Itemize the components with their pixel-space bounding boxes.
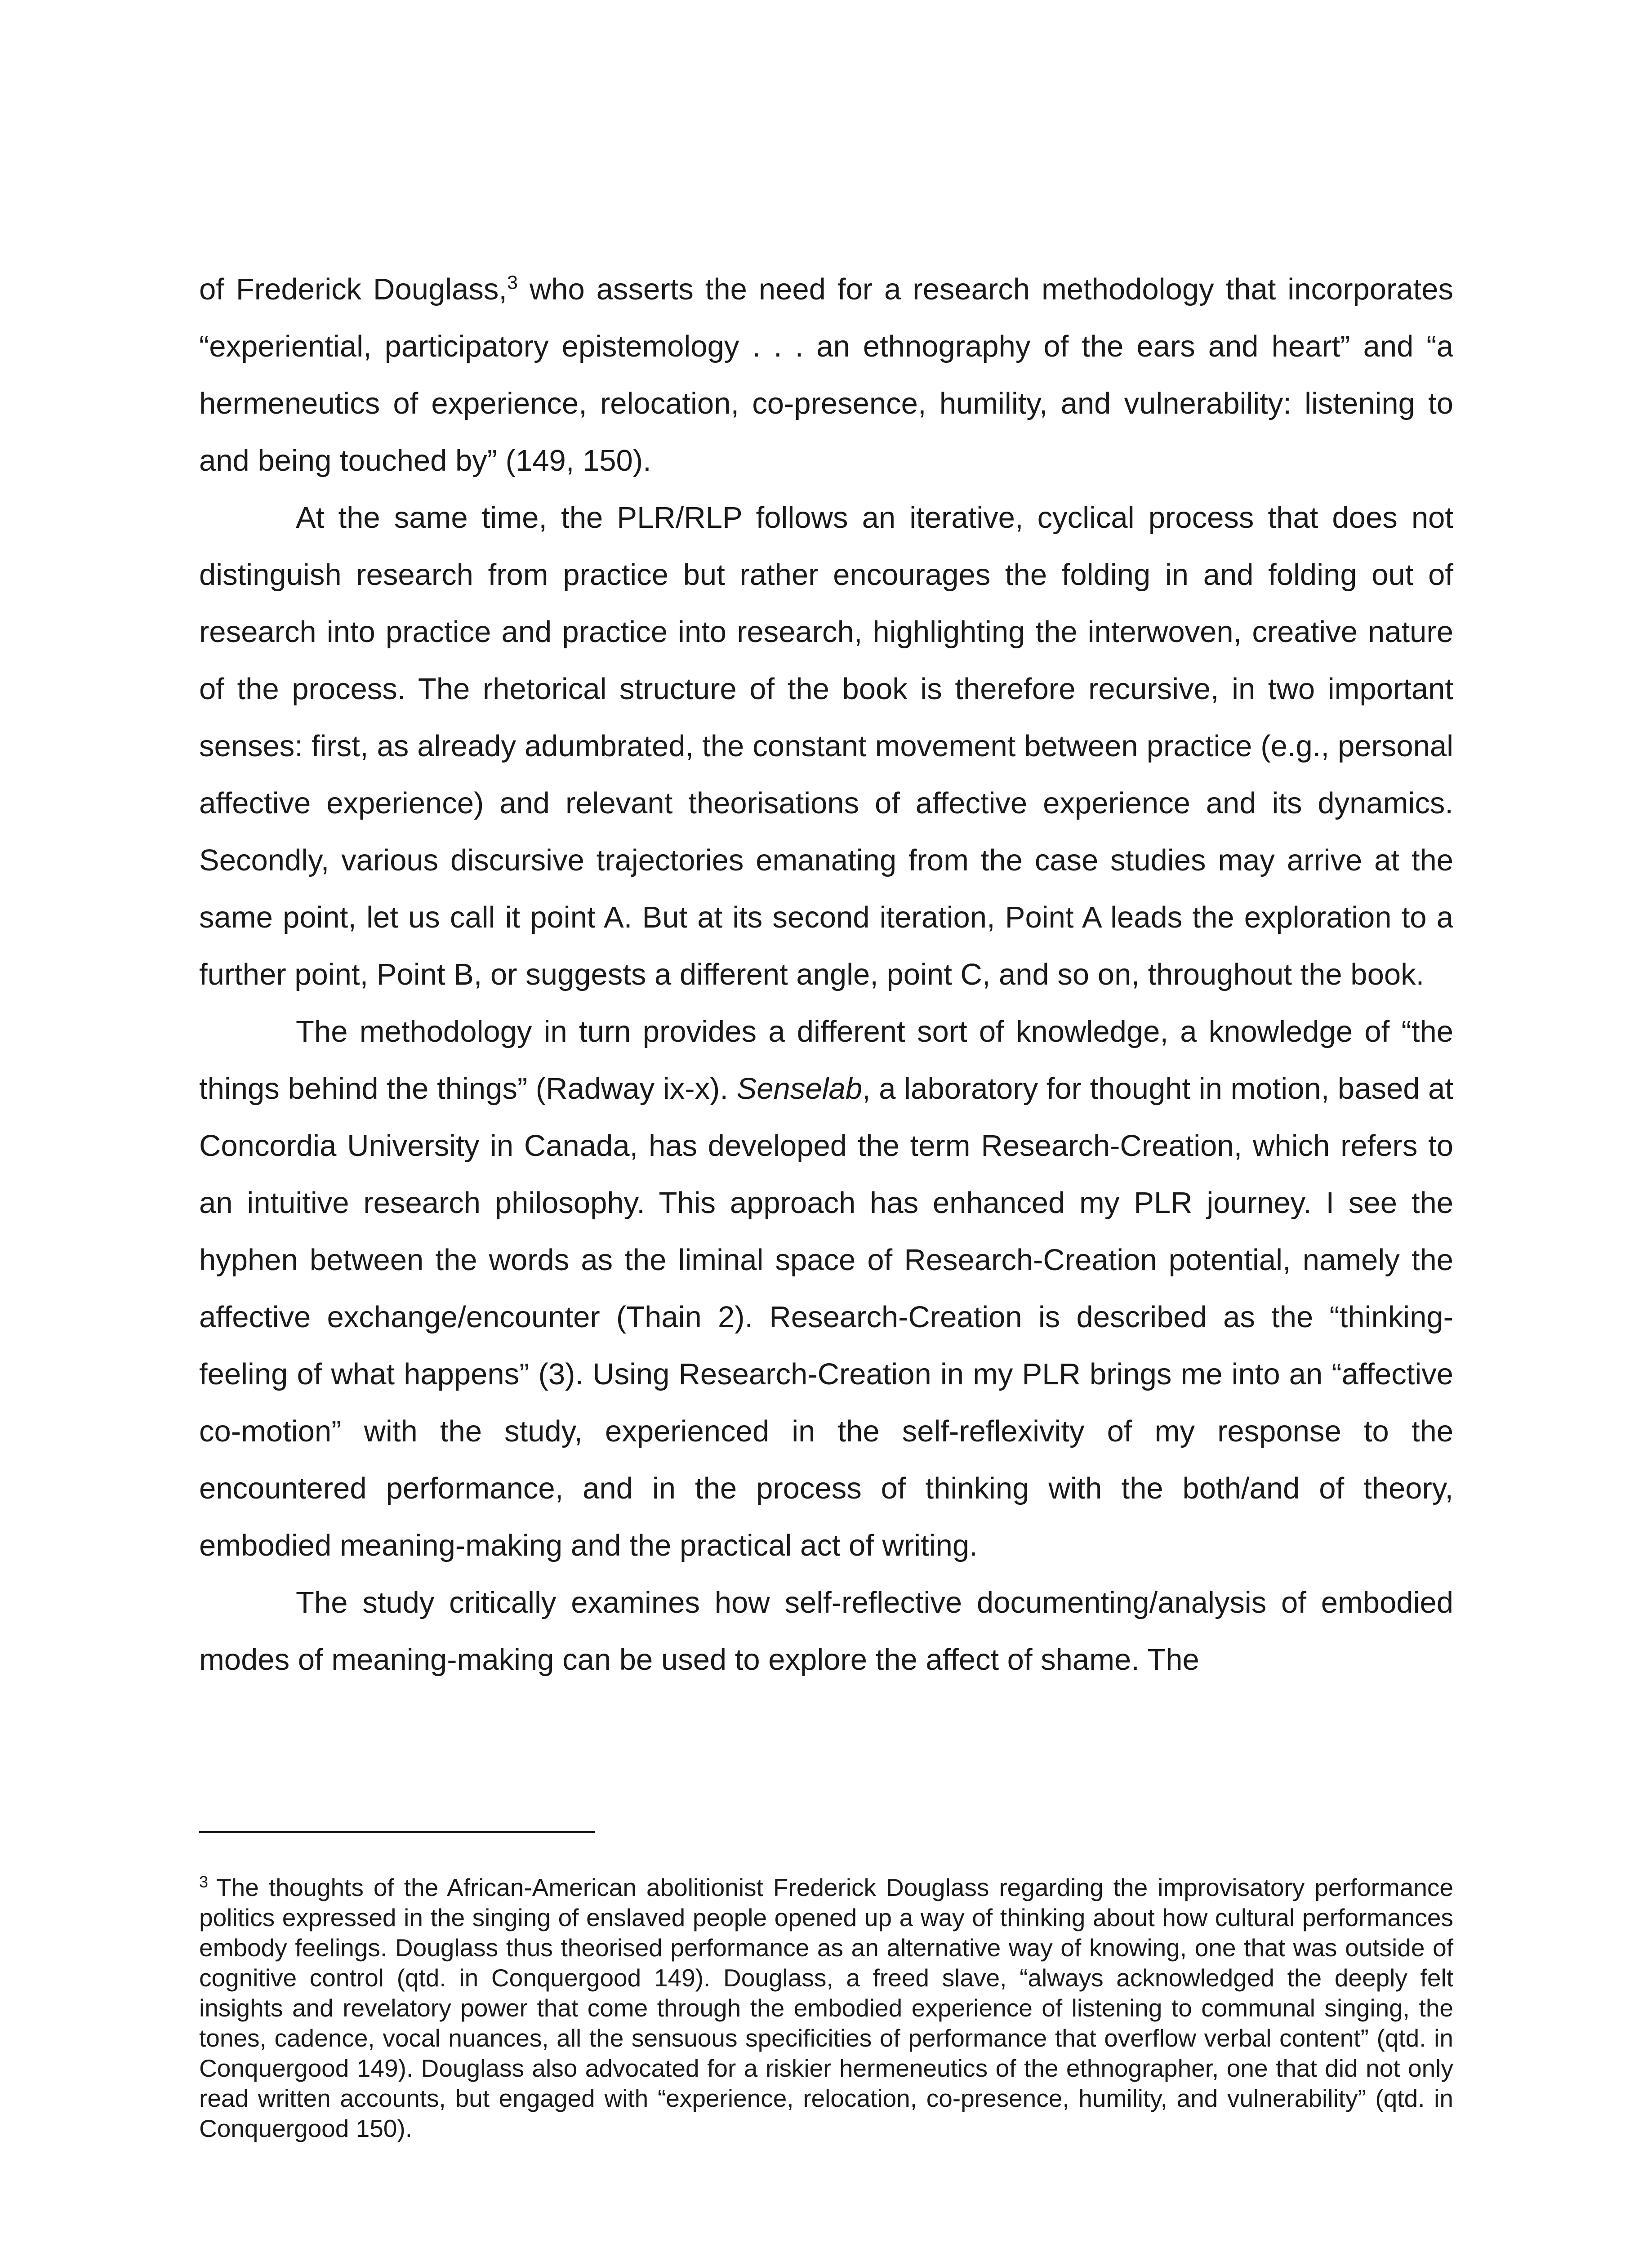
footnote-number: 3 — [199, 1872, 209, 1891]
paragraph-1-text-start: of Frederick Douglass, — [199, 272, 507, 306]
senselab-italic: Senselab — [736, 1072, 862, 1106]
paragraph-4: The study critically examines how self-reflective documenting/analysis of embodied modes of meaning-making can be used to explore the affect of shame. The — [199, 1586, 1453, 1677]
footnote-reference: 3 — [507, 272, 518, 294]
footnote — [199, 1873, 1453, 2144]
paragraph-1-text-end: who asserts the need for a research methodology that incorporates “experiential, participatory epistemology . . . an ethnography of the ears and heart” and “a hermeneutics of experience, relocation, co-presence, humility, and vulnerability: listening to and being touched by” (149, 150). — [199, 272, 1453, 477]
paragraph-1 — [199, 261, 1453, 489]
paragraph-2: At the same time, the PLR/RLP follows an iterative, cyclical process that does not distinguish research from practice but rather encourages the folding in and folding out of research into practice and practice into research, highlighting the interwoven, creative nature of the process. The rhetorical structure of the book is therefore recursive, in two important senses: first, as already adumbrated, the constant movement between practice (e.g., personal affective experience) and relevant theorisations of affective experience and its dynamics. Secondly, various discursive trajectories emanating from the case studies may arrive at the same point, let us call it point A. But at its second iteration, Point A leads the exploration to a further point, Point B, or suggests a different angle, point C, and so on, throughout the book. — [199, 501, 1453, 991]
body-text — [199, 261, 1453, 1688]
paragraph-3-text-end: , a laboratory for thought in motion, based at Concordia University in Canada, has developed the term Research-Creation, which refers to an intuitive research philosophy. This approach has enhanced my PLR journey. I see the hyphen between the words as the liminal space of Research-Creation potential, namely the affective exchange/encounter (Thain 2). Research-Creation is described as the “thinking-feeling of what happens” (3). Using Research-Creation in my PLR brings me into an “affective co-motion” with the study, experienced in the self-reflexivity of my response to the encountered performance, and in the process of thinking with the both/and of theory, embodied meaning-making and the practical act of writing. — [199, 1072, 1454, 1562]
paragraph-3-text-start: The methodology in turn provides a different sort of knowledge, a knowledge of “the things behind the things” (Radway ix-x). — [199, 1015, 1453, 1106]
footnote-separator — [199, 1831, 595, 1833]
footnote-text: The thoughts of the African-American abolitionist Frederick Douglass regarding the improvisatory performance politics expressed in the singing of enslaved people opened up a way of thinking about how cultural performances embody feelings. Douglass thus theorised performance as an alternative way of knowing, one that was outside of cognitive control (qtd. in Conquergood 149). Douglass, a freed slave, “always acknowledged the deeply felt insights and revelatory power that come through the embodied experience of listening to communal singing, the tones, cadence, vocal nuances, all the sensuous specificities of performance that overflow verbal content” (qtd. in Conquergood 149). Douglass also advocated for a riskier hermeneutics of the ethnographer, one that did not only read written accounts, but engaged with “experience, relocation, co-presence, humility, and vulnerability” (qtd. in Conquergood 150). — [199, 1873, 1453, 2142]
paragraph-3 — [199, 1003, 1453, 1574]
